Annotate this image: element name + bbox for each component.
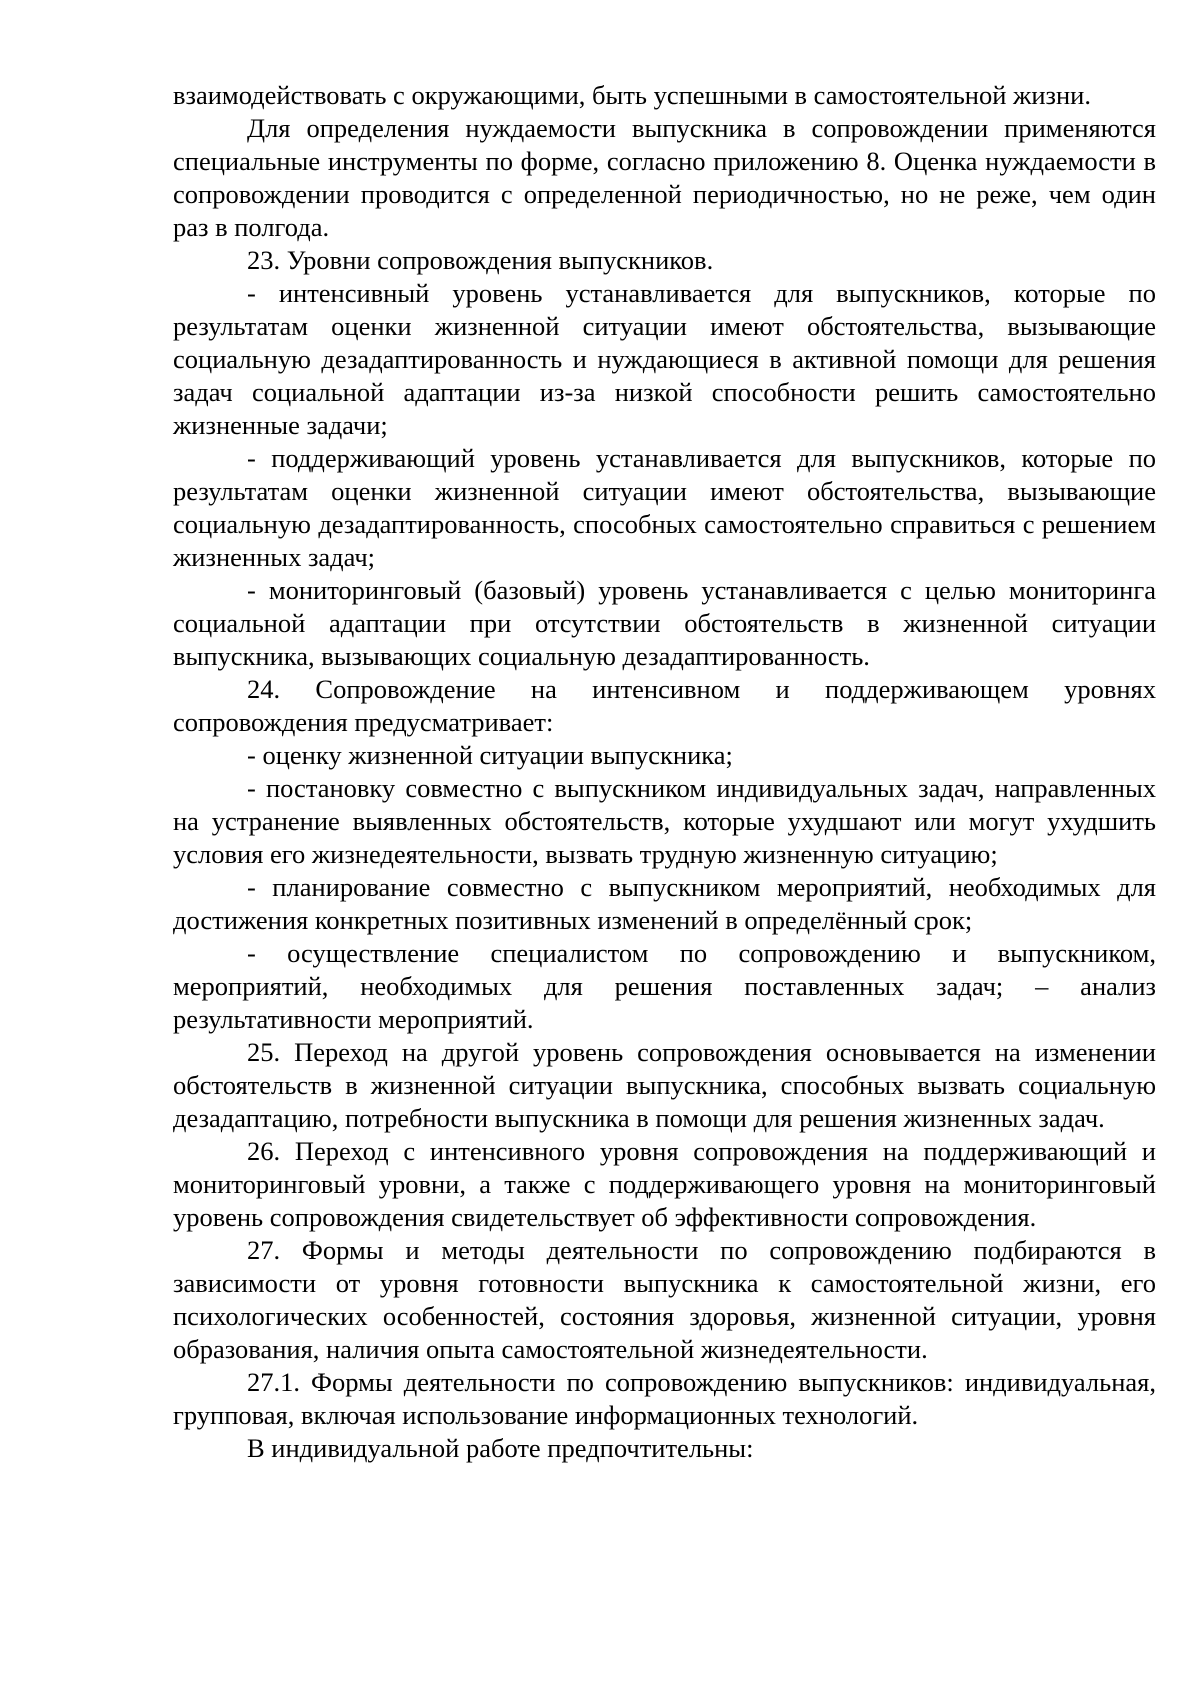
- paragraph-12: 25. Переход на другой уровень сопровождения основывается на изменении обстоятельств в жизненной ситуации выпускника, способных вызвать социальную дезадаптацию, потребности выпускника в помощи для решения жизненных задач.: [173, 1037, 1156, 1133]
- paragraph-11-list-item: - осуществление специалистом по сопровождению и выпускником, мероприятий, необходимых для решения поставленных задач; – анализ результативности мероприятий.: [173, 938, 1156, 1034]
- paragraph-10-list-item: - планирование совместно с выпускником мероприятий, необходимых для достижения конкретных позитивных изменений в определённый срок;: [173, 872, 1156, 935]
- paragraph-6-list-item: - мониторинговый (базовый) уровень устанавливается с целью мониторинга социальной адаптации при отсутствии обстоятельств в жизненной ситуации выпускника, вызывающих социальную дезадаптированность.: [173, 575, 1156, 671]
- paragraph-14: 27. Формы и методы деятельности по сопровождению подбираются в зависимости от уровня готовности выпускника к самостоятельной жизни, его психологических особенностей, состояния здоровья, жизненной ситуации, уровня образования, наличия опыта самостоятельной жизнедеятельности.: [173, 1235, 1156, 1364]
- paragraph-5-list-item: - поддерживающий уровень устанавливается для выпускников, которые по результатам оценки жизненной ситуации имеют обстоятельства, вызывающие социальную дезадаптированность, способных самостоятельно справиться с решением жизненных задач;: [173, 443, 1156, 572]
- paragraph-16: В индивидуальной работе предпочтительны:: [247, 1433, 754, 1463]
- paragraph-8-list-item: - оценку жизненной ситуации выпускника;: [247, 740, 733, 770]
- paragraph-4-list-item: - интенсивный уровень устанавливается для выпускников, которые по результатам оценки жизненной ситуации имеют обстоятельства, вызывающие социальную дезадаптированность и нуждающиеся в активной помощи для решения задач социальной адаптации из-за низкой способности решить самостоятельно жизненные задачи;: [173, 278, 1156, 440]
- paragraph-13: 26. Переход с интенсивного уровня сопровождения на поддерживающий и мониторинговый уровни, а также с поддерживающего уровня на мониторинговый уровень сопровождения свидетельствует об эффективности сопровождения.: [173, 1136, 1156, 1232]
- document-page: [173, 79, 1156, 1465]
- paragraph-3-heading: 23. Уровни сопровождения выпускников.: [247, 245, 714, 275]
- paragraph-7: 24. Сопровождение на интенсивном и поддерживающем уровнях сопровождения предусматривает:: [173, 674, 1156, 737]
- paragraph-1: взаимодействовать с окружающими, быть успешными в самостоятельной жизни.: [173, 80, 1091, 110]
- paragraph-15: 27.1. Формы деятельности по сопровождению выпускников: индивидуальная, групповая, включая использование информационных технологий.: [173, 1367, 1156, 1430]
- paragraph-2: Для определения нуждаемости выпускника в сопровождении применяются специальные инструменты по форме, согласно приложению 8. Оценка нуждаемости в сопровождении проводится с определенной периодичностью, но не реже, чем один раз в полгода.: [173, 113, 1156, 242]
- paragraph-9-list-item: - постановку совместно с выпускником индивидуальных задач, направленных на устранение выявленных обстоятельств, которые ухудшают или могут ухудшить условия его жизнедеятельности, вызвать трудную жизненную ситуацию;: [173, 773, 1156, 869]
